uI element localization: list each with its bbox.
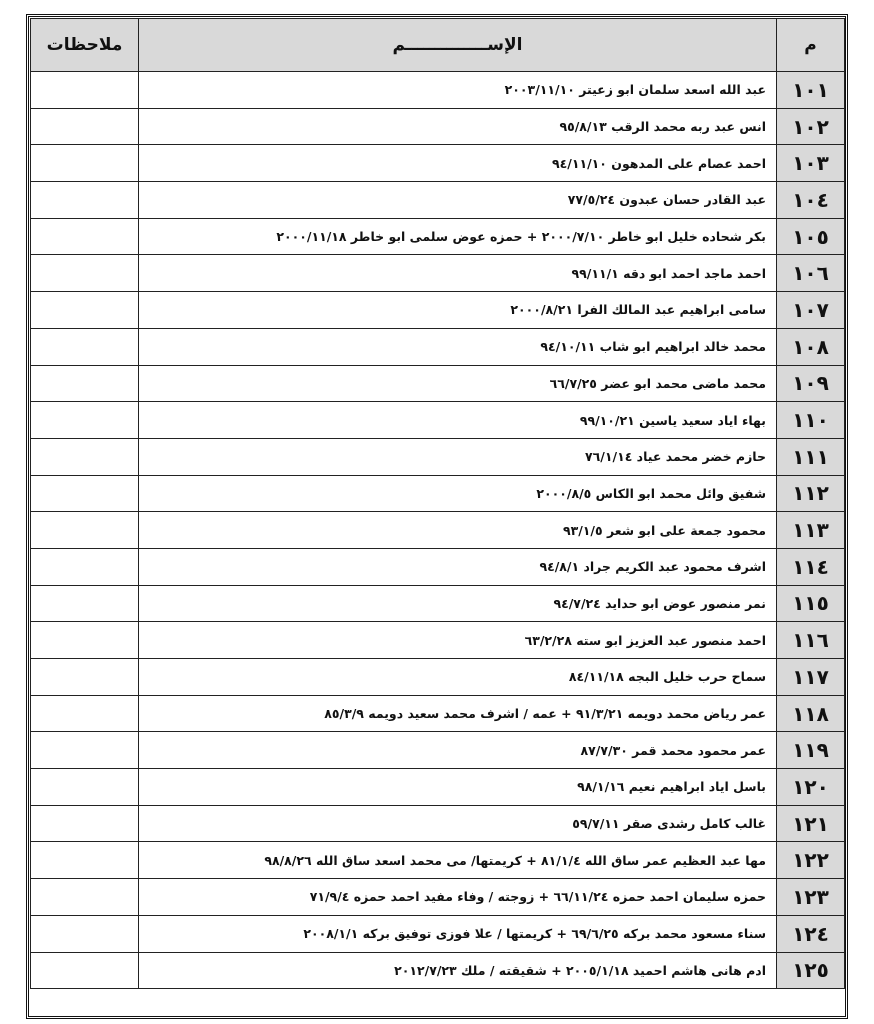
row-number-cell: ١٠٣ [777, 145, 845, 182]
row-notes-cell [31, 108, 139, 145]
row-number-cell: ١١٦ [777, 622, 845, 659]
row-name-cell: حازم خضر محمد عياد ٧٦/١/١٤ [139, 438, 777, 475]
row-notes-cell [31, 952, 139, 989]
row-notes-cell [31, 182, 139, 219]
table-row [31, 659, 845, 696]
row-notes-cell [31, 402, 139, 439]
row-notes-cell [31, 438, 139, 475]
row-notes-cell [31, 915, 139, 952]
row-notes-cell [31, 255, 139, 292]
table-row [31, 769, 845, 806]
row-name-cell: باسل اياد ابراهيم نعيم ٩٨/١/١٦ [139, 769, 777, 806]
row-number-cell: ١٢٥ [777, 952, 845, 989]
row-number-cell: ١٠٥ [777, 218, 845, 255]
table-row [31, 145, 845, 182]
row-name-cell: نمر منصور عوض ابو حدايد ٩٤/٧/٢٤ [139, 585, 777, 622]
table-row [31, 475, 845, 512]
row-number-cell: ١١٩ [777, 732, 845, 769]
row-notes-cell [31, 328, 139, 365]
row-name-cell: عمر رياض محمد دويمه ٩١/٣/٢١ + عمه / اشرف محمد سعيد دويمه ٨٥/٣/٩ [139, 695, 777, 732]
table-row [31, 842, 845, 879]
row-notes-cell [31, 218, 139, 255]
row-notes-cell [31, 659, 139, 696]
row-name-cell: شفيق وائل محمد ابو الكاس ٢٠٠٠/٨/٥ [139, 475, 777, 512]
row-name-cell: عمر محمود محمد قمر ٨٧/٧/٣٠ [139, 732, 777, 769]
table-row [31, 108, 845, 145]
row-number-cell: ١٠٤ [777, 182, 845, 219]
table-row [31, 585, 845, 622]
table-row [31, 365, 845, 402]
table-row [31, 548, 845, 585]
row-notes-cell [31, 145, 139, 182]
row-number-cell: ١١٤ [777, 548, 845, 585]
table-row [31, 402, 845, 439]
row-number-cell: ١٠٩ [777, 365, 845, 402]
row-name-cell: حمزه سليمان احمد حمزه ٦٦/١١/٢٤ + زوجته / وفاء مفيد احمد حمزه ٧١/٩/٤ [139, 879, 777, 916]
row-notes-cell [31, 475, 139, 512]
table-row [31, 732, 845, 769]
row-notes-cell [31, 292, 139, 329]
row-number-cell: ١٢١ [777, 805, 845, 842]
row-notes-cell [31, 585, 139, 622]
row-notes-cell [31, 805, 139, 842]
row-notes-cell [31, 72, 139, 109]
row-number-cell: ١٠٦ [777, 255, 845, 292]
row-name-cell: بكر شحاده خليل ابو خاطر ٢٠٠٠/٧/١٠ + حمزه عوض سلمى ابو خاطر ٢٠٠٠/١١/١٨ [139, 218, 777, 255]
table-row [31, 438, 845, 475]
table-row [31, 805, 845, 842]
table-row [31, 952, 845, 989]
row-number-cell: ١٠٧ [777, 292, 845, 329]
row-notes-cell [31, 842, 139, 879]
table-row [31, 622, 845, 659]
row-notes-cell [31, 548, 139, 585]
row-name-cell: محمد خالد ابراهيم ابو شاب ٩٤/١٠/١١ [139, 328, 777, 365]
table-row [31, 72, 845, 109]
table-row [31, 512, 845, 549]
row-name-cell: سناء مسعود محمد بركه ٦٩/٦/٢٥ + كريمتها / علا فوزى توفيق بركه ٢٠٠٨/١/١ [139, 915, 777, 952]
row-number-cell: ١١٥ [777, 585, 845, 622]
row-name-cell: انس عبد ربه محمد الرقب ٩٥/٨/١٣ [139, 108, 777, 145]
table-row [31, 218, 845, 255]
row-notes-cell [31, 695, 139, 732]
table-row [31, 328, 845, 365]
row-name-cell: محمود جمعة على ابو شعر ٩٣/١/٥ [139, 512, 777, 549]
column-header-name: الإســــــــــــــم [139, 19, 777, 72]
row-number-cell: ١١٠ [777, 402, 845, 439]
row-name-cell: ادم هانى هاشم احميد ٢٠٠٥/١/١٨ + شقيقته / ملك ٢٠١٢/٧/٢٣ [139, 952, 777, 989]
row-number-cell: ١١٧ [777, 659, 845, 696]
row-name-cell: سماح حرب خليل البجه ٨٤/١١/١٨ [139, 659, 777, 696]
row-name-cell: غالب كامل رشدى صقر ٥٩/٧/١١ [139, 805, 777, 842]
row-notes-cell [31, 365, 139, 402]
row-name-cell: عبد الله اسعد سلمان ابو زعيتر ٢٠٠٣/١١/١٠ [139, 72, 777, 109]
row-number-cell: ١٠٢ [777, 108, 845, 145]
row-name-cell: سامى ابراهيم عبد المالك الفرا ٢٠٠٠/٨/٢١ [139, 292, 777, 329]
row-name-cell: احمد عصام على المدهون ٩٤/١١/١٠ [139, 145, 777, 182]
table-row [31, 292, 845, 329]
table-row [31, 915, 845, 952]
column-header-notes: ملاحظات [31, 19, 139, 72]
table-row [31, 255, 845, 292]
row-number-cell: ١٢٣ [777, 879, 845, 916]
column-header-number: م [777, 19, 845, 72]
table-header-row [31, 19, 845, 72]
row-number-cell: ١٠٨ [777, 328, 845, 365]
row-name-cell: محمد ماضى محمد ابو عضر ٦٦/٧/٢٥ [139, 365, 777, 402]
row-notes-cell [31, 732, 139, 769]
row-number-cell: ١٢٠ [777, 769, 845, 806]
row-name-cell: احمد ماجد احمد ابو دقه ٩٩/١١/١ [139, 255, 777, 292]
row-number-cell: ١١٨ [777, 695, 845, 732]
table-row [31, 879, 845, 916]
row-notes-cell [31, 769, 139, 806]
row-number-cell: ١٠١ [777, 72, 845, 109]
table-row [31, 695, 845, 732]
row-name-cell: بهاء اياد سعيد ياسين ٩٩/١٠/٢١ [139, 402, 777, 439]
row-name-cell: اشرف محمود عبد الكريم جراد ٩٤/٨/١ [139, 548, 777, 585]
row-notes-cell [31, 512, 139, 549]
row-number-cell: ١١٢ [777, 475, 845, 512]
row-number-cell: ١١٣ [777, 512, 845, 549]
names-table [30, 18, 845, 989]
row-notes-cell [31, 622, 139, 659]
row-number-cell: ١٢٤ [777, 915, 845, 952]
table-row [31, 182, 845, 219]
row-number-cell: ١١١ [777, 438, 845, 475]
row-name-cell: مها عبد العظيم عمر ساق الله ٨١/١/٤ + كريمتها/ مى محمد اسعد ساق الله ٩٨/٨/٢٦ [139, 842, 777, 879]
row-name-cell: احمد منصور عبد العزيز ابو سته ٦٣/٢/٢٨ [139, 622, 777, 659]
row-number-cell: ١٢٢ [777, 842, 845, 879]
row-name-cell: عبد القادر حسان عبدون ٧٧/٥/٢٤ [139, 182, 777, 219]
row-notes-cell [31, 879, 139, 916]
table-body [31, 72, 845, 989]
